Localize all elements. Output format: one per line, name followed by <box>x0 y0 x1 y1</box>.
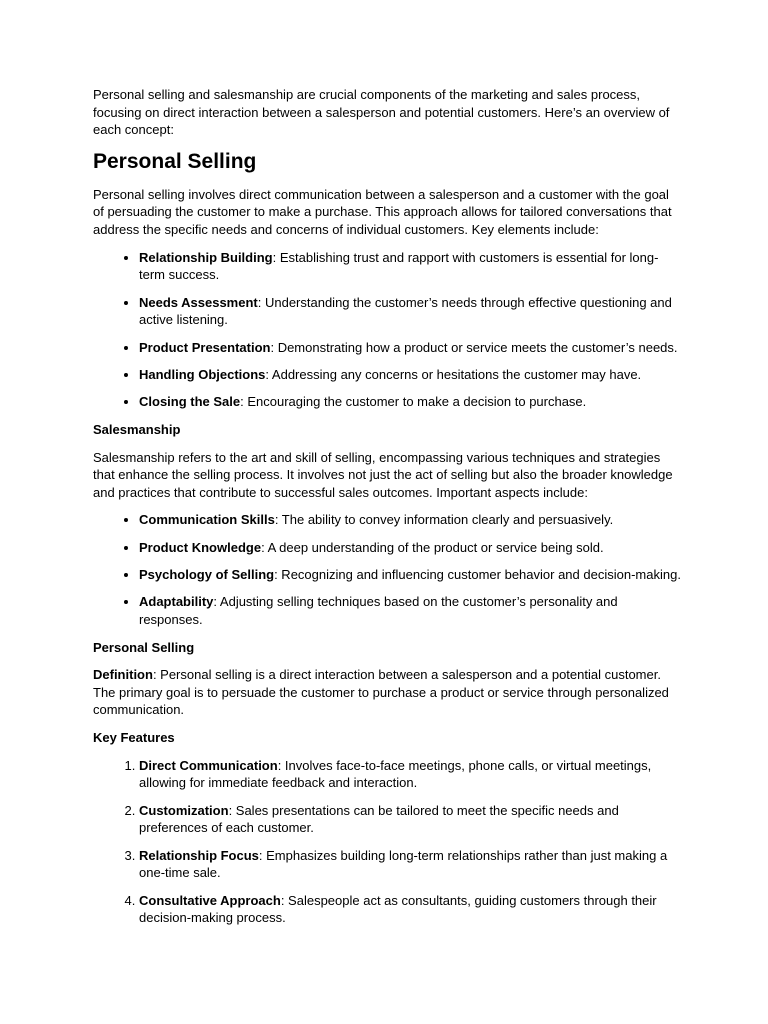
key-features-list <box>93 757 683 927</box>
list-item-term: Relationship Focus <box>139 847 259 863</box>
list-item <box>139 802 683 837</box>
list-item-description: : Salespeople act as consultants, guiding customers through their decision-making process. <box>139 892 657 926</box>
section-heading-personal-selling: Personal Selling <box>93 149 257 173</box>
list-item-term: Needs Assessment <box>139 294 258 310</box>
document-page <box>93 86 683 937</box>
definition-term: Definition <box>93 667 153 683</box>
salesmanship-paragraph: Salesmanship refers to the art and skill of selling, encompassing various techniques and strategies that enhance the selling process. It involves not just the act of selling but also the broader knowledge and practices that contribute to successful sales outcomes. Important aspects include: <box>93 449 673 500</box>
list-item-description: : Establishing trust and rapport with customers is essential for long-term success. <box>139 249 659 283</box>
list-item-term: Relationship Building <box>139 249 273 265</box>
list-item-term: Adaptability <box>139 594 214 610</box>
list-item-term: Direct Communication <box>139 757 278 773</box>
list-item-term: Closing the Sale <box>139 394 241 410</box>
salesmanship-aspects-list <box>93 511 683 628</box>
list-item <box>139 249 683 284</box>
list-item <box>139 593 683 628</box>
subheading-salesmanship: Salesmanship <box>93 421 181 437</box>
key-elements-list <box>93 249 683 411</box>
list-item-term: Psychology of Selling <box>139 567 275 583</box>
list-item <box>139 757 683 792</box>
list-item-description: : Involves face-to-face meetings, phone calls, or virtual meetings, allowing for immediate feedback and interaction. <box>139 757 652 791</box>
list-item-term: Customization <box>139 802 229 818</box>
personal-selling-paragraph: Personal selling involves direct communication between a salesperson and a customer with the goal of persuading the customer to make a purchase. This approach allows for tailored conversations that address the specific needs and concerns of individual customers. Key elements include: <box>93 186 672 237</box>
list-item-description: : Recognizing and influencing customer behavior and decision-making. <box>274 567 681 583</box>
list-item <box>139 294 683 329</box>
list-item-description: : Emphasizes building long-term relationships rather than just making a one-time sale. <box>139 847 668 881</box>
intro-paragraph: Personal selling and salesmanship are crucial components of the marketing and sales process, focusing on direct interaction between a salesperson and potential customers. Here’s an overview of each concept: <box>93 87 670 138</box>
list-item <box>139 566 683 584</box>
list-item-description: : A deep understanding of the product or service being sold. <box>261 539 604 555</box>
definition-paragraph <box>93 666 683 719</box>
list-item-term: Product Presentation <box>139 339 271 355</box>
list-item-description: : Adjusting selling techniques based on the customer’s personality and responses. <box>139 594 618 628</box>
list-item-description: : Addressing any concerns or hesitations the customer may have. <box>265 366 642 382</box>
list-item <box>139 393 683 411</box>
list-item-description: : Understanding the customer’s needs through effective questioning and active listening. <box>139 294 672 328</box>
list-item-description: : The ability to convey information clearly and persuasively. <box>274 512 614 528</box>
subheading-personal-selling: Personal Selling <box>93 639 195 655</box>
list-item <box>139 511 683 529</box>
list-item <box>139 539 683 557</box>
list-item <box>139 847 683 882</box>
list-item-term: Product Knowledge <box>139 539 262 555</box>
list-item <box>139 366 683 384</box>
list-item <box>139 892 683 927</box>
list-item-term: Communication Skills <box>139 512 275 528</box>
list-item-description: : Sales presentations can be tailored to meet the specific needs and preferences of each customer. <box>139 802 619 836</box>
definition-text: : Personal selling is a direct interaction between a salesperson and a potential customer. The primary goal is to persuade the customer to purchase a product or service through personalized communication. <box>93 667 669 718</box>
list-item-description: : Encouraging the customer to make a decision to purchase. <box>240 394 587 410</box>
subheading-key-features: Key Features <box>93 730 175 746</box>
list-item-description: : Demonstrating how a product or service meets the customer’s needs. <box>270 339 678 355</box>
list-item-term: Handling Objections <box>139 366 266 382</box>
list-item <box>139 339 683 357</box>
list-item-term: Consultative Approach <box>139 892 281 908</box>
